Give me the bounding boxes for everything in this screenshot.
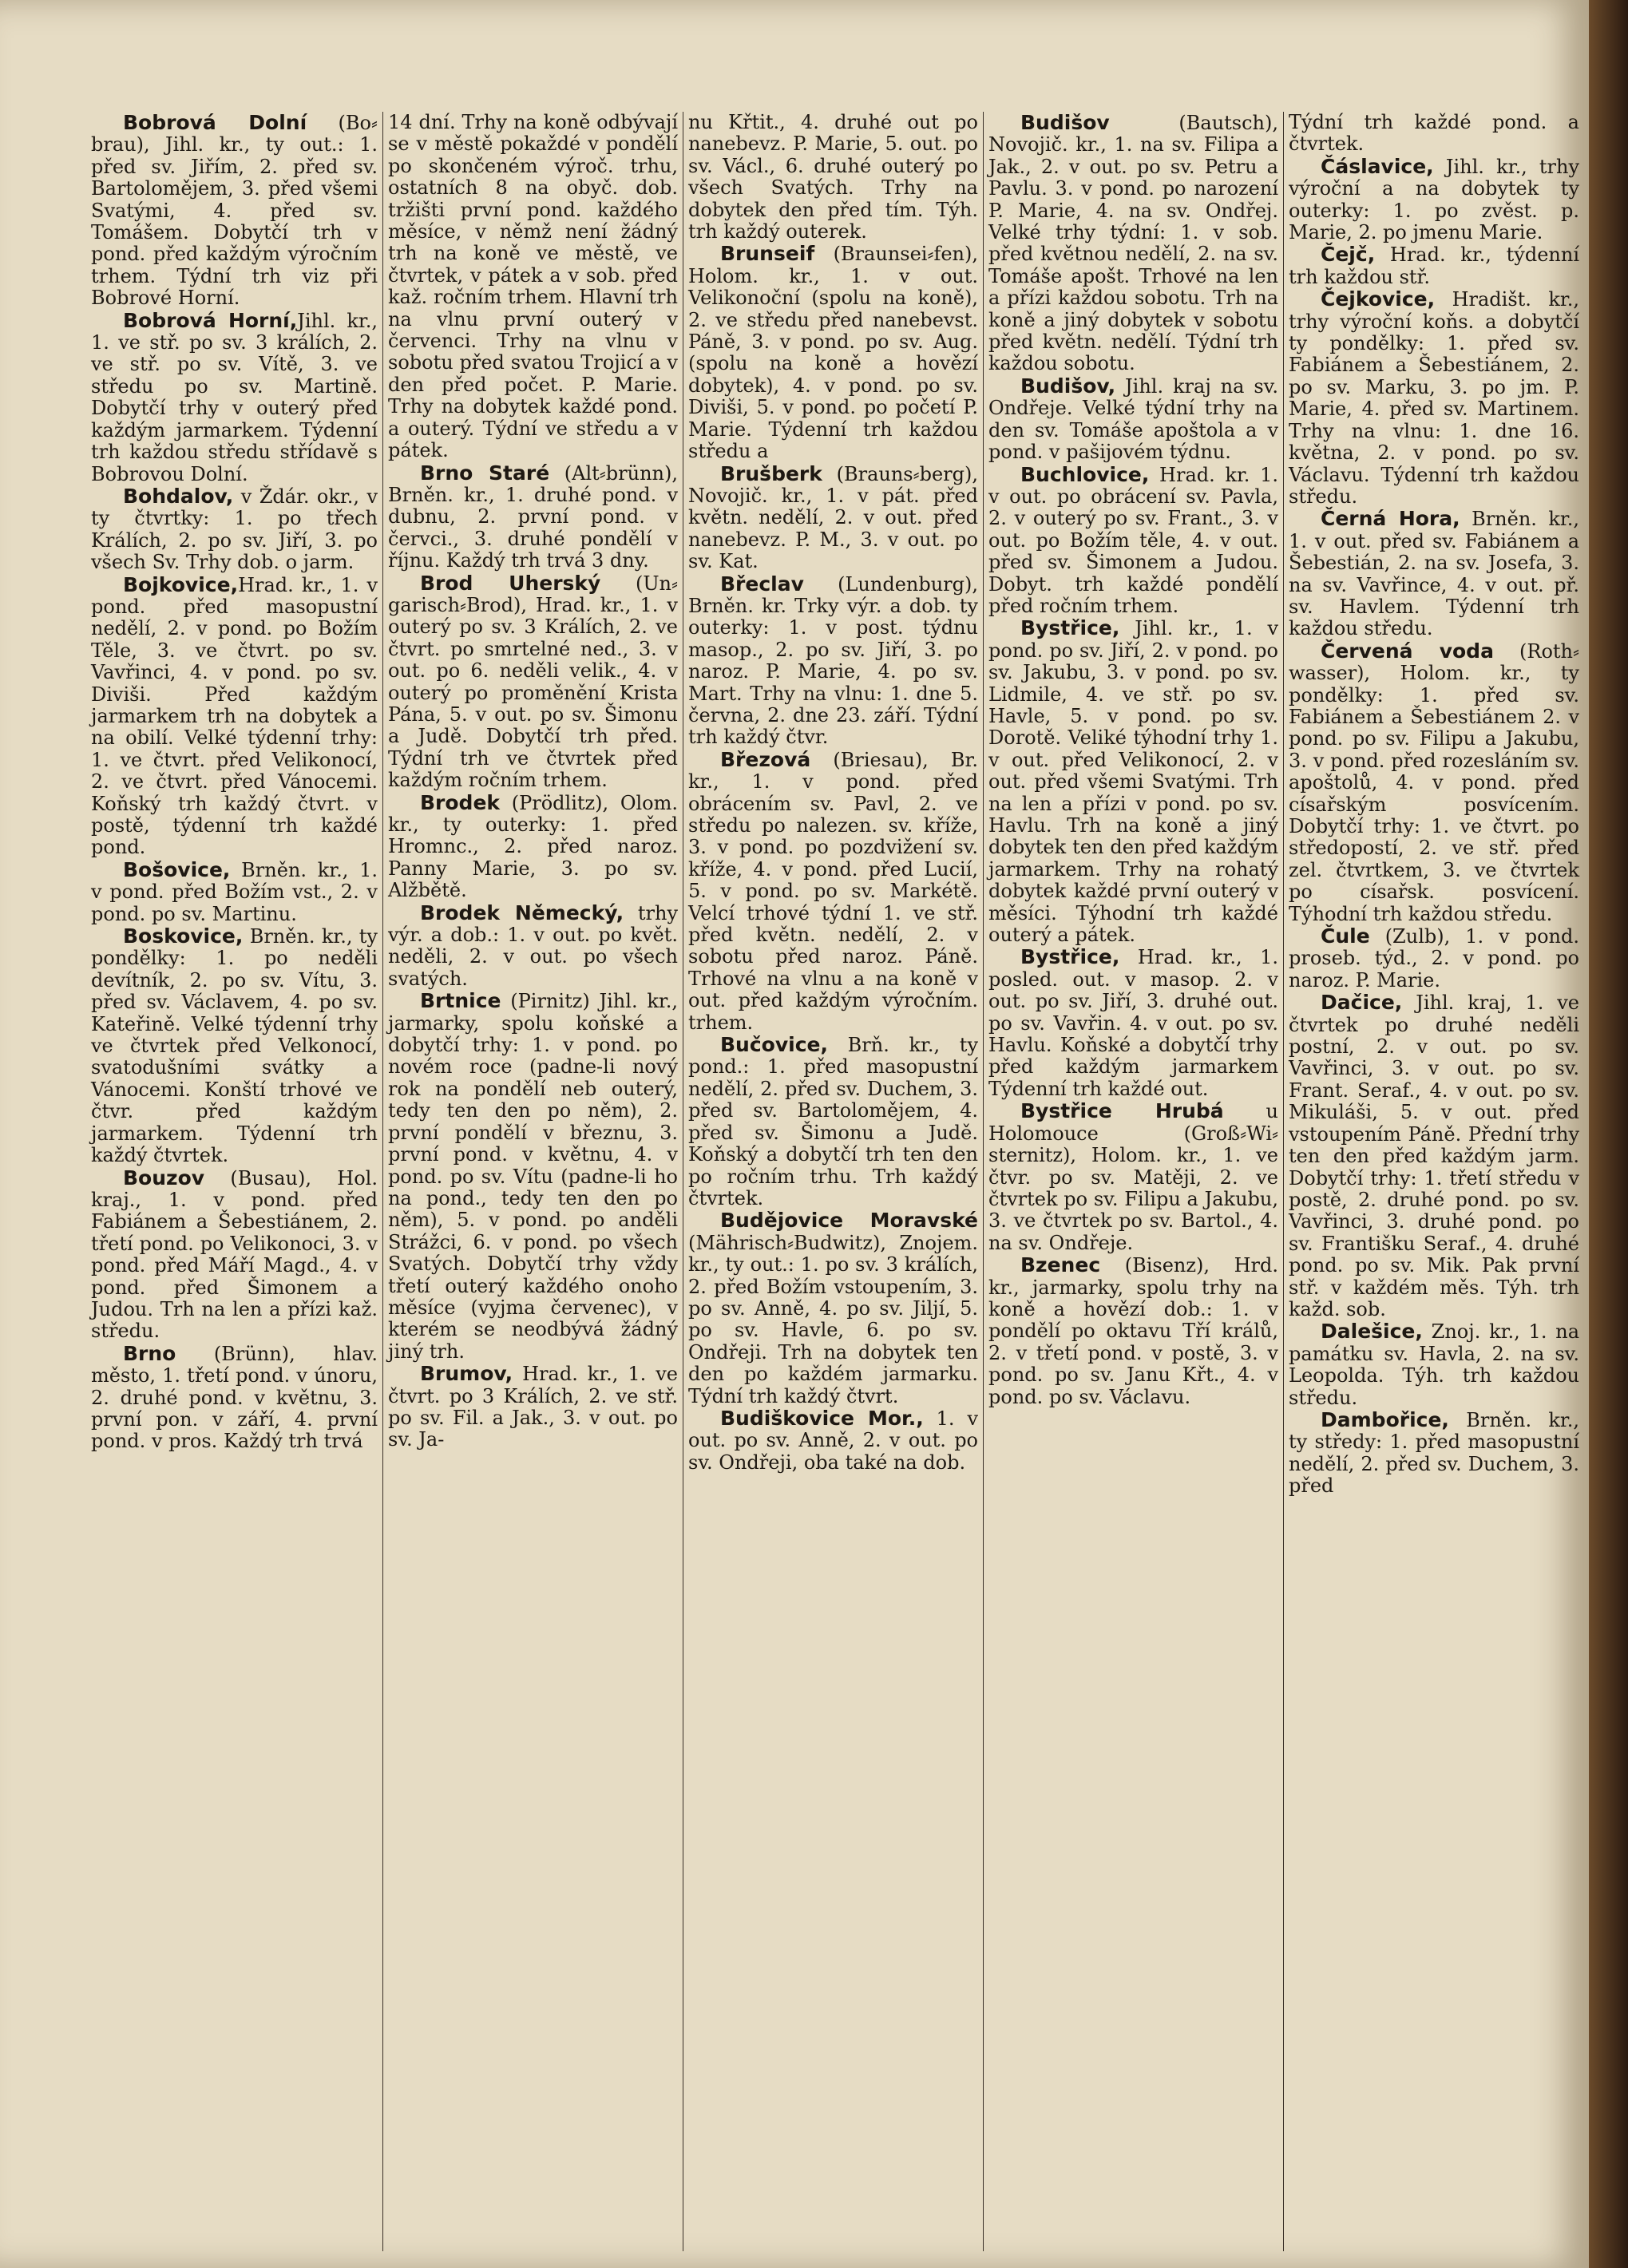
entry-town-name: Dalešice,: [1321, 1320, 1423, 1344]
entry-text: (Alt⸗brünn), Brněn. kr., 1. druhé pond. v dubnu, 2. první pond. v červci., 3. druhé pondělí v říjnu. Každý trh trvá 3 dny.: [388, 461, 678, 572]
entry-text: Hrad. kr., týdenní trh každou stř.: [1289, 243, 1579, 288]
column-5: [1284, 112, 1584, 2251]
entry-town-name: Brodek Německý,: [420, 900, 624, 924]
directory-columns: [86, 112, 1589, 2251]
entry-town-name: Bohdalov,: [123, 484, 234, 508]
market-entry: [688, 1407, 978, 1474]
entry-text: (Lundenburg), Brněn. kr. Trky výr. a dob. ty outerky: 1. v post. týdnu masop., 2. po sv. Jiří, 3. po naroz. P. Marie, 4. po sv. Mart. Trhy na vlnu: 1. dne 5. června, 2. dne 23. září. Týdní trh každý čtvr.: [688, 572, 978, 749]
market-entry: [688, 573, 978, 749]
market-entry: [91, 310, 378, 485]
market-entry: [1289, 925, 1579, 992]
market-entry: [91, 1167, 378, 1343]
entry-text: Jihl. kr., trhy výroční a na dobytek ty outerky: 1. po zvěst. p. Marie, 2. po jmenu Marie.: [1289, 155, 1579, 244]
entry-text: Brněn. kr., 1. v out. před sv. Fabiánem a Šebestián, 2. na sv. Josefa, 3. na sv. Vavřince, 4. v out. př. sv. Havlem. Týdenní trh každou středu.: [1289, 508, 1579, 640]
entry-town-name: Budějovice Moravské: [720, 1209, 978, 1233]
entry-text: (Bisenz), Hrd. kr., jarmarky, spolu trhy na koně a hovězí dob.: 1. v pondělí po oktavu Tří králů, 2. v třetí pond. v postě, 3. v pond. po sv. Janu Křt., 4. v pond. po sv. Václavu.: [988, 1254, 1278, 1408]
market-entry: [91, 574, 378, 859]
entry-text: (Brauns⸗berg), Novojič. kr., 1. v pát. před květn. nedělí, 2. v out. před nanebevz. P. M., 3. v out. po sv. Kat.: [688, 462, 978, 573]
market-entry: [988, 1100, 1278, 1254]
market-entry: [91, 925, 378, 1166]
entry-text: Brněn. kr., ty středy: 1. před masopustní nedělí, 2. před sv. Duchem, 3. před: [1289, 1408, 1579, 1498]
market-entry: [988, 464, 1278, 618]
entry-town-name: Brtnice: [420, 989, 501, 1013]
entry-text: Brň. kr., ty pond.: 1. před masopustní nedělí, 2. před sv. Duchem, 3. před sv. Bartolomějem, 4. před sv. Šimonu a Judě. Koňský a dobytčí trh ten den po ročním trhu. Trh každý čtvrtek.: [688, 1034, 978, 1209]
market-entry: [1289, 288, 1579, 508]
entry-town-name: Budiškovice Mor.,: [720, 1406, 924, 1430]
entry-text: (Bautsch), Novojič. kr., 1. na sv. Filipa a Jak., 2. v out. po sv. Petru a Pavlu. 3. v pond. po narození P. Marie, 4. na sv. Ondřej. Velké trhy týdní: 1. v sob. před květnou nedělí, 2. na sv. Tomáše apošt. Trhové na len a přízi každou sobotu. Trh na koně a jiný dobytek v sobotu před květn. nedělí. Týdní trh každou sobotu.: [988, 112, 1278, 375]
entry-text: Brněn. kr., 1. v pond. před Božím vst., 2. v pond. po sv. Martinu.: [91, 858, 378, 925]
entry-town-name: Dambořice,: [1321, 1407, 1449, 1431]
entry-town-name: Břeclav: [720, 572, 804, 596]
market-entry: [988, 375, 1278, 464]
market-entry: [388, 1363, 678, 1451]
entry-text: v Ždár. okr., v ty čtvrtky: 1. po třech Králích, 2. po sv. Jiří, 3. po všech Sv. Trhy dob. o jarm.: [91, 485, 378, 574]
market-entry: [688, 243, 978, 462]
entry-town-name: Brušberk: [720, 461, 822, 485]
entry-text: Jihl. kraj, 1. ve čtvrtek po druhé neděli postní, 2. v out. po sv. Vavřinci, 3. v out. po sv. Frant. Seraf., 4. v out. po sv. Mikuláši, 5. v out. před vstoupením Páně. Přední trhy ten den před každým jarm. Dobytčí trhy: 1. třetí středu v postě, 2. druhé pond. po sv. Vavřinci, 3. druhé pond. po sv. Františku Seraf., 4. druhé pond. po sv. Mik. Pak první stř. v každém měs. Týh. trh každ. sob.: [1289, 992, 1579, 1320]
entry-text: (Roth⸗wasser), Holom. kr., ty pondělky: 1. před sv. Fabiánem a Šebestiánem 2. v pond. po sv. Filipu a Jakubu, 3. v pond. před rozesláním sv. apoštolů, 4. v pond. před císařským posvícením. Dobytčí trhy: 1. ve čtvrt. po středopostí, 2. ve stř. před zel. čtvrtkem, 3. ve čtvrtek po císařsk. posvícení. Týhodní trh každou středu.: [1289, 639, 1580, 925]
entry-town-name: Budišov,: [1020, 374, 1116, 398]
entry-town-name: Čejč,: [1321, 243, 1376, 267]
entry-town-name: Brod Uherský: [420, 571, 601, 595]
entry-town-name: Bystřice,: [1020, 616, 1120, 640]
column-4: [984, 112, 1284, 2251]
entry-text: Týdní trh každé pond. a čtvrtek.: [1289, 112, 1579, 156]
market-entry: [688, 112, 978, 243]
entry-text: Hrad. kr., 1. posled. out. v masop. 2. v out. po sv. Jiří, 3. druhé out. po sv. Vavřin. 4. v out. po sv. Havlu. Koňské a dobytčí trhy před každým jarmarkem Týdenní trh každé out.: [988, 946, 1278, 1100]
market-entry: [1289, 640, 1579, 925]
market-entry: [688, 1209, 978, 1407]
entry-town-name: Buchlovice,: [1020, 462, 1150, 486]
entry-town-name: Čule: [1321, 924, 1370, 948]
column-3: [683, 112, 984, 2251]
entry-town-name: Boskovice,: [123, 924, 244, 948]
entry-text: (Briesau), Br. kr., 1. v pond. před obrácením sv. Pavl, 2. ve středu po nalezen. sv. kříže, 3. v pond. po pozdvižení sv. kříže, 4. v pond. před Lucií, 5. v pond. po sv. Markétě. Velcí trhové týdní 1. ve stř. před květn. nedělí, 2. v sobotu před naroz. Páně. Trhové na vlnu a na koně v out. před každým výročním. trhem.: [688, 748, 978, 1034]
entry-town-name: Bzenec: [1020, 1253, 1101, 1277]
entry-town-name: Čejkovice,: [1321, 287, 1436, 311]
market-entry: [1289, 1320, 1579, 1409]
entry-town-name: Bobrová Dolní: [123, 112, 307, 134]
market-entry: [1289, 243, 1579, 288]
entry-town-name: Černá Hora,: [1321, 507, 1460, 531]
entry-town-name: Bystřice,: [1020, 945, 1120, 969]
market-entry: [388, 462, 678, 572]
entry-text: (Brünn), hlav. město, 1. třetí pond. v únoru, 2. druhé pond. v květnu, 3. první pon. v září, 4. první pond. v pros. Každý trh trvá: [91, 1342, 378, 1453]
entry-text: nu Křtit., 4. druhé out po nanebevz. P. Marie, 5. out. po sv. Václ., 6. druhé outerý po všech Svatých. Trhy na dobytek den před tím. Týh. trh každý outerek.: [688, 112, 978, 243]
entry-town-name: Bouzov: [123, 1166, 205, 1189]
market-entry: [1289, 1409, 1579, 1498]
entry-text: Jihl. kr., 1. v pond. po sv. Jiří, 2. v pond. po sv. Jakubu, 3. v pond. po sv. Lidmile, 4. ve stř. po sv. Havle, 5. v pond. po sv. Dorotě. Veliké týhodní trhy 1. v out. před Velikonocí, 2. v out. před všemi Svatými. Trh na len a přízi v pond. po sv. Havlu. Trh na koně a jiný dobytek ten den před každým jarmarkem. Trhy na rohatý dobytek každé první outerý v měsíci. Týhodní trh každé outerý a pátek.: [988, 617, 1278, 947]
entry-town-name: Brno: [123, 1341, 176, 1365]
market-entry: [688, 463, 978, 573]
entry-town-name: Bošovice,: [123, 857, 231, 881]
column-1: [86, 112, 383, 2251]
entry-town-name: Bobrová Horní,: [123, 308, 298, 332]
entry-text: Brněn. kr., ty pondělky: 1. po neděli devítník, 2. po sv. Vítu, 3. před sv. Václavem, 4. po sv. Kateřině. Velké týdenní trhy ve čtvrtek před Velkonocí, svatodušními svátky a Vánocemi. Konští trhové ve čtvr. před každým jarmarkem. Týdenní trh každý čtvrtek.: [91, 925, 378, 1167]
market-entry: [91, 1343, 378, 1453]
entry-text: (Pirnitz) Jihl. kr., jarmarky, spolu koňské a dobytčí trhy: 1. v pond. po novém roce (padne-li nový rok na pondělí neb outerý, tedy ten den po něm), 2. první pondělí v březnu, 3. první pond. v květnu, 4. v pond. po sv. Vítu (padne-li ho na pond., tedy ten den po něm), 5. v pond. po anděli Strážci, 6. v pond. po všech Svatých. Dobytčí trhy vždy třetí outerý každého onoho měsíce (vyjma červenec), v kterém se neodbývá žádný jiný trh.: [388, 990, 678, 1363]
entry-text: Hrad. kr. 1. v out. po obrácení sv. Pavla, 2. v outerý po sv. Frant., 3. v out. po Božím těle, 4. v out. před sv. Šimonem a Judou. Dobyt. trh každé pondělí před ročním trhem.: [988, 463, 1278, 617]
entry-town-name: Brunseif: [720, 242, 815, 266]
market-entry: [1289, 112, 1579, 156]
entry-text: 14 dní. Trhy na koně odbývají se v městě pokaždé v pondělí po skončeném výroč. trhu, ostatních 8 na obyč. dob. tržišti první pond. každého měsíce, v němž není žádný trh na koně ve městě, ve čtvrtek, v pátek a v sob. před kaž. ročním trhem. Hlavní trh na vlnu první outerý v červenci. Trhy na vlnu v sobotu před svatou Trojicí a v den před počet. P. Marie. Trhy na dobytek každé pond. a outerý. Týdní ve středu a v pátek.: [388, 112, 678, 462]
market-entry: [91, 112, 378, 310]
market-entry: [388, 112, 678, 462]
entry-text: Hradišt. kr., trhy výroční koňs. a dobytčí ty pondělky: 1. před sv. Fabiánem a Šebestiánem, 2. po sv. Marku, 3. po jm. P. Marie, 4. před sv. Martinem. Trhy na vlnu: 1. dne 16. května, 2. v pond. po sv. Václavu. Týdenní trh každou středu.: [1289, 288, 1579, 508]
entry-town-name: Bučovice,: [720, 1033, 828, 1057]
entry-town-name: Bojkovice,: [123, 572, 239, 596]
entry-text: (Prödlitz), Olom. kr., ty outerky: 1. před Hromnc., 2. před naroz. Panny Marie, 3. po sv. Alžbětě.: [388, 791, 678, 902]
entry-town-name: Brno Staré: [420, 461, 550, 485]
market-entry: [988, 946, 1278, 1100]
market-entry: [1289, 156, 1579, 244]
market-entry: [91, 859, 378, 925]
entry-town-name: Brodek: [420, 790, 501, 814]
market-entry: [388, 902, 678, 991]
market-entry: [388, 572, 678, 792]
entry-text: Hrad. kr., 1. v pond. před masopustní nedělí, 2. v pond. po Božím Těle, 3. ve čtvrt. po sv. Vavřinci, 4. v pond. po sv. Diviši. Před každým jarmarkem trh na dobytek a na obilí. Velké týdenní trhy: 1. ve čtvrt. před Velikonocí, 2. ve čtvrt. před Vánocemi. Koňský trh každý čtvrt. v postě, týdenní trh každé pond.: [91, 573, 378, 859]
entry-text: (Mährisch⸗Budwitz), Znojem. kr., ty out.: 1. po sv. 3 králích, 2. před Božím vstoupením, 3. po sv. Anně, 4. po sv. Jiljí, 5. po sv. Havle, 6. po sv. Ondřeji. Trh na dobytek ten den po každém jarmarku. Týdní trh každý čtvrt.: [688, 1231, 978, 1407]
market-entry: [388, 792, 678, 902]
entry-town-name: Budišov: [1020, 112, 1110, 134]
book-spine: [1589, 0, 1628, 2268]
entry-town-name: Červená voda: [1321, 639, 1494, 663]
entry-text: (Busau), Hol. kraj., 1. v pond. před Fabiánem a Šebestiánem, 2. třetí pond. po Velikonoci, 3. v pond. před Máří Magd., 4. v pond. před Šimonem a Judou. Trh na len a přízi kaž. středu.: [91, 1166, 378, 1343]
entry-text: (Un⸗garisch⸗Brod), Hrad. kr., 1. v outerý po sv. 3 Králích, 2. ve čtvrt. po smrtelné ned., 3. v out. po 6. neděli velik., 4. v outerý po proměnění Krista Pána, 5. v out. po sv. Šimonu a Judě. Dobytčí trh před. Týdní trh ve čtvrtek před každým ročním trhem.: [388, 572, 678, 792]
market-entry: [388, 990, 678, 1363]
entry-text: u Holomouce (Groß⸗Wi⸗sternitz), Holom. kr., 1. ve čtvr. po sv. Matěji, 2. ve čtvrtek po sv. Filipu a Jakubu, 3. ve čtvrtek po sv. Bartol., 4. na sv. Ondřeje.: [988, 1100, 1278, 1254]
market-entry: [688, 1034, 978, 1209]
entry-text: (Zulb), 1. v pond. proseb. týd., 2. v pond. po naroz. P. Marie.: [1289, 925, 1579, 992]
market-entry: [988, 112, 1278, 375]
entry-text: 1. v out. po sv. Anně, 2. v out. po sv. Ondřeji, oba také na dob.: [688, 1407, 978, 1474]
market-entry: [91, 485, 378, 574]
entry-text: Jihl. kraj na sv. Ondřeje. Velké týdní trhy na den sv. Tomáše apoštola a v pond. v pašijovém týdnu.: [988, 374, 1278, 464]
entry-text: trhy výr. a dob.: 1. v out. po květ. neděli, 2. v out. po všech svatých.: [388, 901, 678, 990]
column-2: [383, 112, 683, 2251]
entry-town-name: Březová: [720, 747, 811, 771]
entry-text: Hrad. kr., 1. ve čtvrt. po 3 Králích, 2. ve stř. po sv. Fil. a Jak., 3. v out. po sv. Ja-: [388, 1363, 678, 1451]
market-entry: [688, 749, 978, 1034]
entry-text: (Braunsei⸗fen), Holom. kr., 1. v out. Velikonoční (spolu na koně), 2. ve středu před nanebevst. Páně, 3. v pond. po sv. Aug. (spolu na koně a hovězí dobytek), 4. v pond. po sv. Diviši, 5. v pond. po početí P. Marie. Týdenní trh každou středu a: [688, 243, 978, 463]
market-entry: [1289, 508, 1579, 639]
entry-text: Znoj. kr., 1. na památku sv. Havla, 2. na sv. Leopolda. Týh. trh každou středu.: [1289, 1320, 1579, 1409]
market-entry: [988, 617, 1278, 946]
entry-town-name: Dačice,: [1321, 991, 1403, 1015]
entry-text: (Bo⸗brau), Jihl. kr., ty out.: 1. před sv. Jiřím, 2. před sv. Bartolomějem, 3. před všemi Svatými, 4. před sv. Tomášem. Dobytčí trh v pond. před každým výročním trhem. Týdní trh viz při Bobrové Horní.: [91, 112, 378, 310]
market-entry: [1289, 992, 1579, 1320]
market-entry: [988, 1254, 1278, 1408]
entry-town-name: Čáslavice,: [1321, 154, 1434, 178]
entry-town-name: Brumov,: [420, 1362, 513, 1386]
entry-text: Jihl. kr., 1. ve stř. po sv. 3 králích, 2. ve stř. po sv. Vítě, 3. ve středu po sv. Martině. Dobytčí trhy v outerý před každým jarmarkem. Týdenní trh každou středu střídavě s Bobrovou Dolní.: [91, 309, 378, 485]
entry-town-name: Bystřice Hrubá: [1020, 1099, 1224, 1123]
